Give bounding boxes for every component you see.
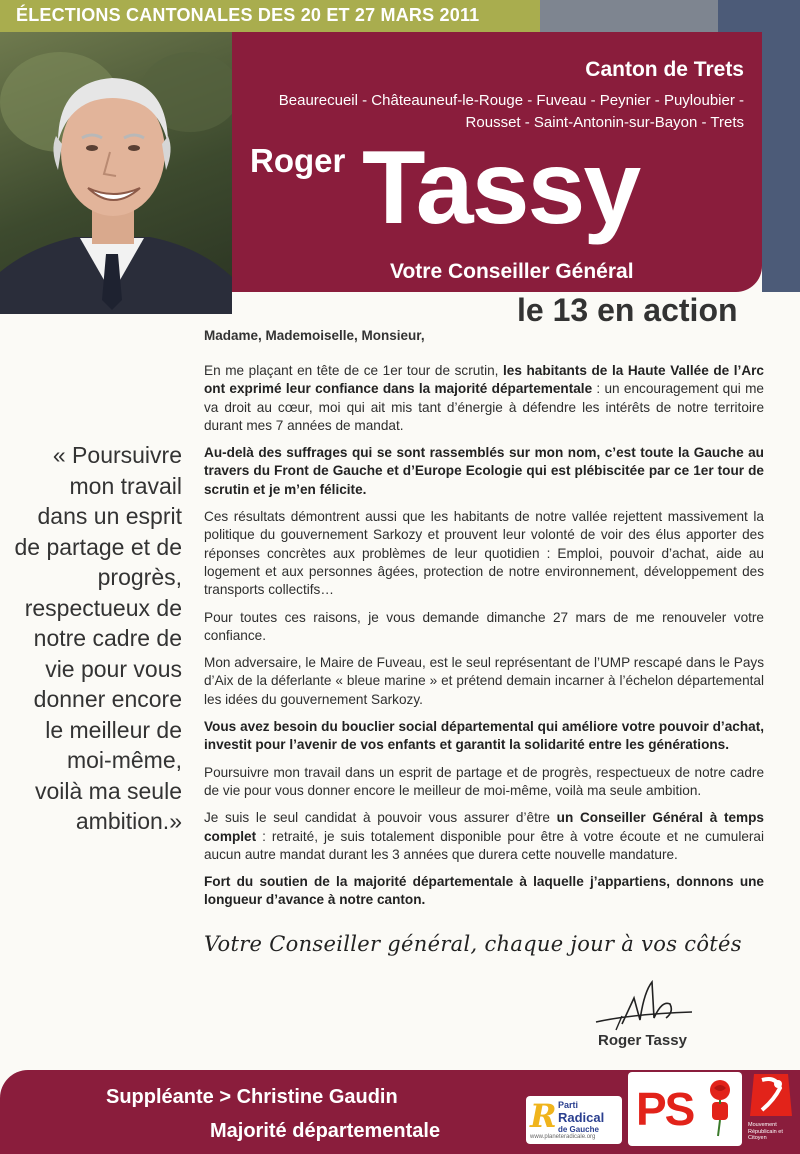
mrc-logo [746,1070,796,1150]
communes-line: Rousset - Saint-Antonin-sur-Bayon - Trets [465,114,744,131]
letter-paragraph [204,444,764,499]
text-run: En me plaçant en tête de ce 1er tour de scrutin, [204,363,504,378]
majority-label: Majorité départementale [210,1120,441,1142]
top-strip-blue [718,0,800,32]
signer-name: Roger Tassy [598,1032,687,1049]
text-run-bold: Vous avez besoin du bouclier social départemental qui améliore votre pouvoir d’achat, investit pour l’avenir de vos enfants et garantit la solidarité entre les générations. [204,719,764,753]
top-strip [0,0,800,32]
text-run-bold: Fort du soutien de la majorité départementale à laquelle j’appartiens, donnons une longueur d’avance à notre canton. [204,874,764,908]
prg-logo [526,1096,622,1144]
text-run-bold: un Conseiller Général à temps complet [204,810,764,844]
ps-letters: PS [636,1083,694,1135]
letter-body [204,362,764,919]
handwritten-closing: Votre Conseiller général, chaque jour à vos côtés [204,932,742,956]
candidate-photo [0,32,232,314]
mrc-logo-text: Mouvement Républicain et Citoyen [748,1122,783,1141]
prg-line: Parti [558,1100,579,1110]
communes-list [244,90,744,134]
candidate-last-name: Tassy [362,130,640,246]
substitute-candidate: Suppléante > Christine Gaudin [106,1086,398,1108]
ps-logo [628,1072,742,1146]
prg-line: Radical [558,1110,605,1125]
prg-line: de Gauche [558,1125,599,1134]
salutation: Madame, Mademoiselle, Monsieur, [204,328,425,343]
text-run: Je suis le seul candidat à pouvoir vous assurer d’être [204,810,557,826]
slogan: le 13 en action [517,292,738,328]
letter-paragraph: Ces résultats démontrent aussi que les habitants de notre vallée rejettent massivement la politique du gouvernement Sarkozy et prouvent leur volonté de voir des élus apporter des réponses concrètes aux problèmes de leur quotidien : Emploi, pouvoir d’achat, aide au logement et aux personnes âgées, protection de notre environnement, développement des transports collectifs… [204,509,764,598]
prg-logo-text [558,1100,604,1135]
pull-quote: « Poursuivre mon travail dans un esprit de partage et de progrès, respectueux de notre cadre de vie pour vous donner encore le meilleur de moi-même, voilà ma seule ambition.» [14,442,182,834]
canton-title: Canton de Trets [585,58,744,81]
header-side-stripe [762,32,800,292]
rose-fist-icon [700,1078,738,1138]
letter-paragraph [204,718,764,755]
election-title: ÉLECTIONS CANTONALES DES 20 ET 27 MARS 2011 [16,5,480,25]
signature-mark [592,978,702,1034]
letter-paragraph: Mon adversaire, le Maire de Fuveau, est le seul représentant de l’UMP rescapé dans le Pays d’Aix de la déferlante « bleue marine » et prétend demain incarner à l’échelon départemental les idées du gouvernement Sarkozy. [204,655,764,707]
letter-paragraph: Pour toutes ces raisons, je vous demande dimanche 27 mars de me renouveler votre confiance. [204,609,764,643]
letter-paragraph: Poursuivre mon travail dans un esprit de partage et de progrès, respectueux de notre cadre de vie pour vous donner encore le meilleur de moi-même, voilà ma seule ambition. [204,764,764,798]
text-run: : retraité, je suis totalement disponible pour être à votre écoute et ne cumulerai aucun autre mandat durant les 3 années que durera cette nouvelle mandature. [204,828,764,862]
prg-r-mark: R [530,1097,557,1135]
header-band [232,32,762,292]
candidate-first-name: Roger [250,142,346,179]
letter-paragraph [204,809,764,864]
text-run-bold: les habitants de la Haute Vallée de l’Arc ont exprimé leur confiance dans la majorité départementale [204,363,764,397]
prg-url: www.planeteradicale.org [530,1134,596,1140]
communes-line: Beaurecueil - Châteauneuf-le-Rouge - Fuveau - Peynier - Puyloubier - [278,92,744,109]
text-run: : un encouragement qui me va droit au cœur, moi qui ait mis tant d’énergie à défendre les intérêts de notre territoire durant mes 7 années de mandat. [204,381,764,433]
mrc-emblem-icon [746,1070,796,1122]
candidate-role: Votre Conseiller Général [390,260,634,283]
letter-paragraph [204,873,764,910]
candidate-portrait [0,32,232,314]
letter-paragraph [204,362,764,435]
text-run-bold: Au-delà des suffrages qui se sont rassemblés sur mon nom, c’est toute la Gauche au travers du Front de Gauche et d’Europe Ecologie qui est plébiscitée par ce 1er tour de scrutin et je m’en félicite. [204,445,764,497]
